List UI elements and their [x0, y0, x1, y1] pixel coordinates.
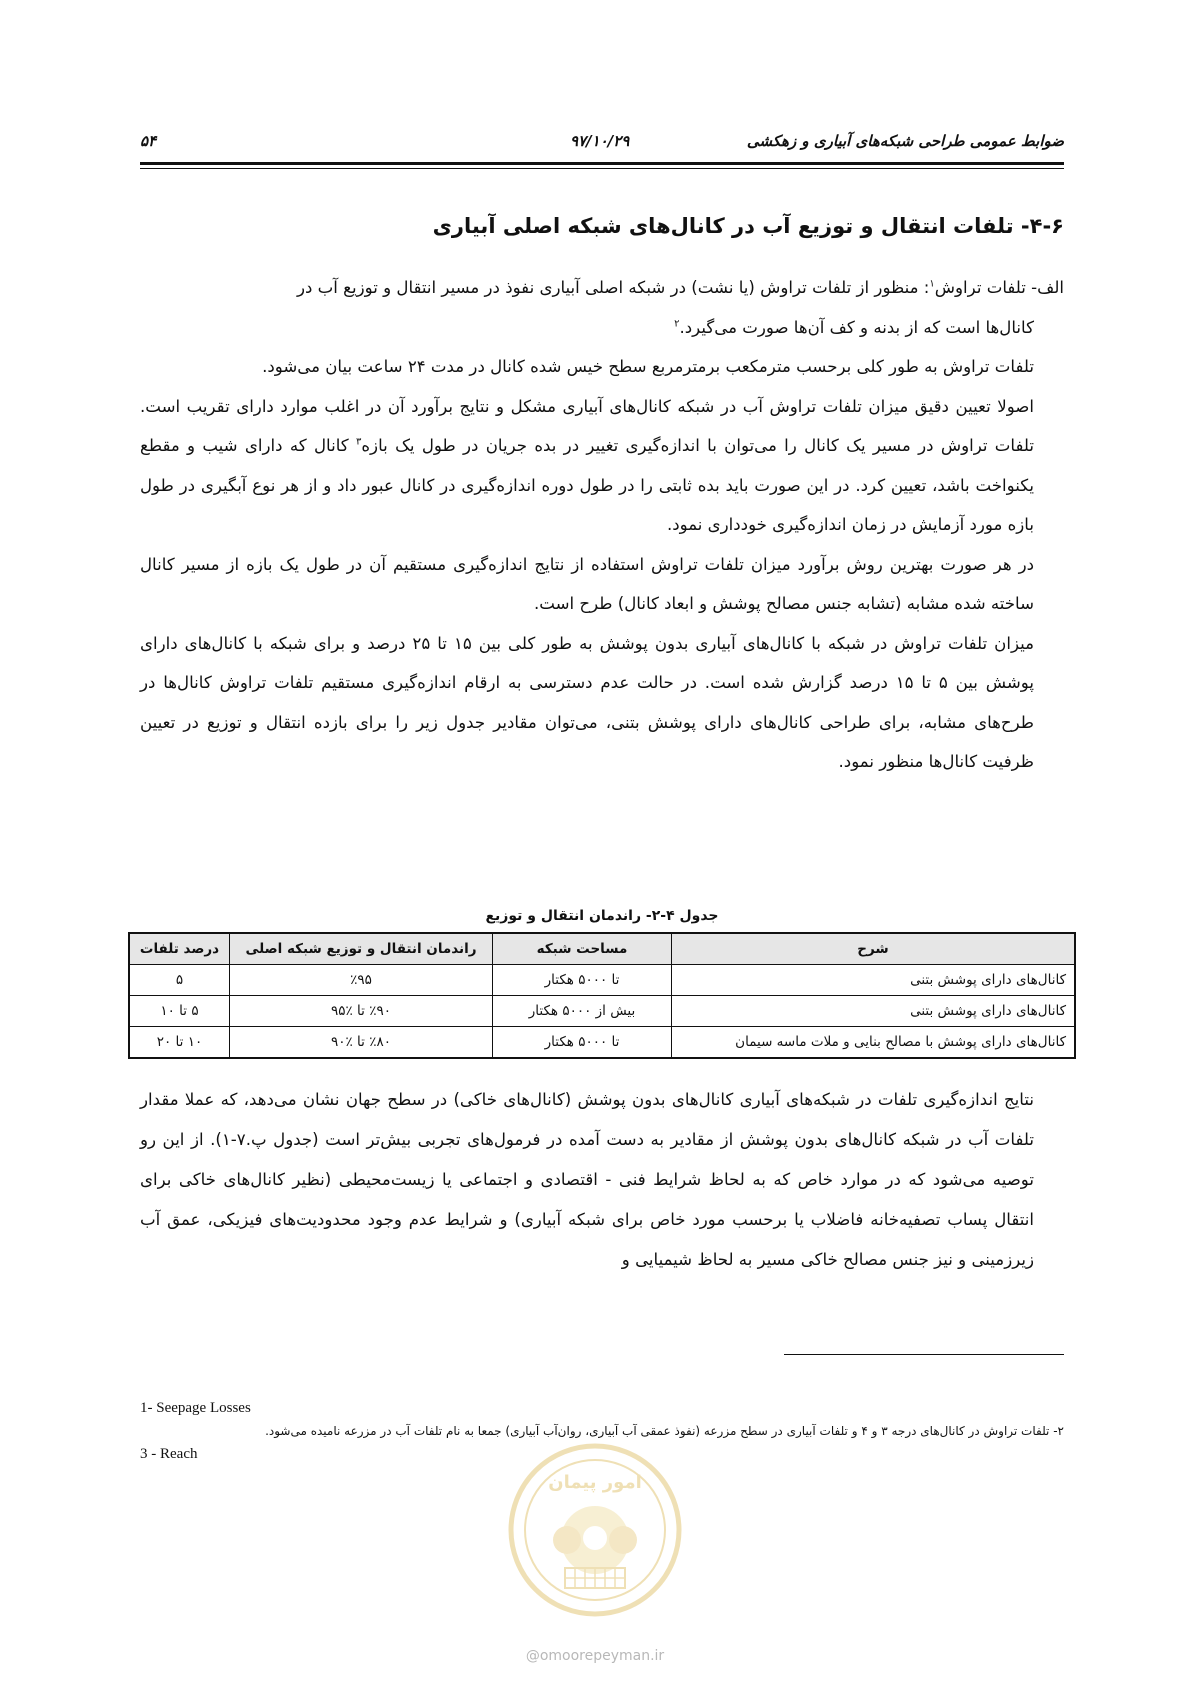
cell-area: تا ۵۰۰۰ هکتار	[493, 1027, 672, 1059]
footnote-1: 1- Seepage Losses	[140, 1400, 251, 1416]
footnote-3: 3 - Reach	[140, 1446, 198, 1462]
paragraph-measurement	[140, 387, 1064, 545]
cell-loss-percent: ۱۰ تا ۲۰	[129, 1027, 230, 1059]
cell-loss-percent: ۵	[129, 965, 230, 996]
paragraph-definition	[140, 268, 1064, 308]
cell-efficiency: ٪۹۰ تا ٪۹۵	[230, 996, 493, 1027]
cell-efficiency: ٪۸۰ تا ٪۹۰	[230, 1027, 493, 1059]
footnote-mark-3: ۳	[355, 436, 362, 448]
cell-description: کانال‌های دارای پوشش با مصالح بنایی و ملات ماسه سیمان	[672, 1027, 1076, 1059]
watermark-site-label: @omoorepeyman.ir	[525, 1648, 665, 1664]
section-title: ۴-۶- تلفات انتقال و توزیع آب در کانال‌های شبکه اصلی آبیاری	[432, 214, 1064, 238]
paragraph-text: کانال‌ها است که از بدنه و کف آن‌ها صورت می‌گیرد.	[679, 317, 1034, 337]
page-header	[140, 128, 1064, 164]
footnote-2: ۲- تلفات تراوش در کانال‌های درجه ۳ و ۴ و تلفات آبیاری در سطح مزرعه (نفوذ عمقی آب آبیاری، روان‌آب آبیاری) جمعا به نام تلفات آب در مزرعه نامیده می‌شود.	[265, 1424, 1064, 1438]
paragraph-unlined-canals: نتایج اندازه‌گیری تلفات در شبکه‌های آبیاری کانال‌های بدون پوشش (کانال‌های خاکی) در سطح جهان نشان می‌دهد، که عملا مقدار تلفات آب در شبکه کانال‌های بدون پوشش از مقادیر به دست آمده در فرمول‌های تجربی بیش‌تر است (جدول پ.۷-۱). از این رو توصیه می‌شود که در موارد خاص که به لحاظ شرایط فنی - اقتصادی و اجتماعی یا زیست‌محیطی (نظیر کانال‌های خاکی برای انتقال پساب تصفیه‌خانه فاضلاب یا برحسب مورد خاص برای شبکه آبیاری) و شرایط عدم وجود محدودیت‌های فیزیکی، عمق آب زیرزمینی و نیز جنس مصالح خاکی مسیر به لحاظ شیمیایی و	[140, 1090, 1034, 1269]
footnote-mark-2: ۲	[674, 317, 680, 329]
header-rule-thick	[140, 162, 1064, 165]
header-date: ۹۷/۱۰/۲۹	[570, 132, 630, 150]
paragraph-best-method: در هر صورت بهترین روش برآورد میزان تلفات تراوش استفاده از نتایج اندازه‌گیری مستقیم آن در طول یک بازه از مسیر کانال ساخته شده مشابه (تشابه جنس مصالح پوشش و ابعاد کانال) طرح است.	[140, 554, 1034, 613]
table-row	[129, 965, 1075, 996]
cell-description: کانال‌های دارای پوشش بتنی	[672, 996, 1076, 1027]
table-header-row	[129, 933, 1075, 965]
paragraph-label: الف- تلفات تراوش	[934, 278, 1064, 297]
paragraph-text: کانال که دارای شیب و مقطع یکنواخت باشد، تعیین کرد. در این صورت باید بده ثابتی را در طول دوره اندازه‌گیری در کانال عبور داد و از هر نوع آبگیری در طول بازه مورد آزمایش در زمان اندازه‌گیری خودداری نمود.	[140, 436, 1034, 534]
cell-description: کانال‌های دارای پوشش بتنی	[672, 965, 1076, 996]
table-caption: جدول ۴-۲- راندمان انتقال و توزیع	[485, 908, 719, 924]
cell-loss-percent: ۵ تا ۱۰	[129, 996, 230, 1027]
watermark-logo-text: امور پیمان	[548, 1472, 642, 1493]
header-page-number: ۵۴	[140, 132, 157, 150]
paragraph-text: اصولا تعیین دقیق میزان تلفات تراوش آب در شبکه کانال‌های آبیاری مشکل و نتایج برآورد آن در اغلب موارد دارای تقریب است. تلفات تراوش در مسیر یک کانال را می‌توان با اندازه‌گیری تغییر در بده جریان در طول یک بازه	[140, 396, 1034, 455]
body-text-top	[140, 268, 1064, 782]
table-row	[129, 1027, 1075, 1059]
cell-efficiency: ٪۹۵	[230, 965, 493, 996]
column-header-description: شرح	[672, 933, 1076, 965]
paragraph-loss-rates: میزان تلفات تراوش در شبکه با کانال‌های آبیاری بدون پوشش به طور کلی بین ۱۵ تا ۲۵ درصد و برای شبکه با کانال‌های دارای پوشش بین ۵ تا ۱۵ درصد گزارش شده است. در حالت عدم دسترسی به ارقام اندازه‌گیری مستقیم تلفات تراوش کانال‌ها در طرح‌های مشابه، برای طراحی کانال‌های دارای پوشش بتنی، می‌توان مقادیر جدول زیر را برای بازده انتقال و توزیع در تعیین ظرفیت کانال‌ها منظور نمود.	[140, 633, 1034, 771]
footnote-separator	[784, 1354, 1064, 1355]
header-rule-thin	[140, 168, 1064, 169]
cell-area: تا ۵۰۰۰ هکتار	[493, 965, 672, 996]
paragraph-definition-cont	[140, 308, 1064, 348]
body-text-bottom	[140, 1080, 1064, 1280]
column-header-area: مساحت شبکه	[493, 933, 672, 965]
cell-area: بیش از ۵۰۰۰ هکتار	[493, 996, 672, 1027]
footnote-mark-1: ۱	[929, 278, 935, 290]
table-row	[129, 996, 1075, 1027]
paragraph-text: : منظور از تلفات تراوش (یا نشت) در شبکه اصلی آبیاری نفوذ در مسیر انتقال و توزیع آب در	[297, 278, 930, 297]
paragraph-units: تلفات تراوش به طور کلی برحسب مترمکعب برمترمربع سطح خیس شده کانال در مدت ۲۴ ساعت بیان می‌شود.	[262, 357, 1034, 376]
efficiency-table	[128, 932, 1076, 1059]
column-header-efficiency: راندمان انتقال و توزیع شبکه اصلی	[230, 933, 493, 965]
watermark-logo-icon	[505, 1440, 685, 1620]
header-document-title: ضوابط عمومی طراحی شبکه‌های آبیاری و زهکشی	[746, 132, 1064, 150]
column-header-loss-percent: درصد تلفات	[129, 933, 230, 965]
